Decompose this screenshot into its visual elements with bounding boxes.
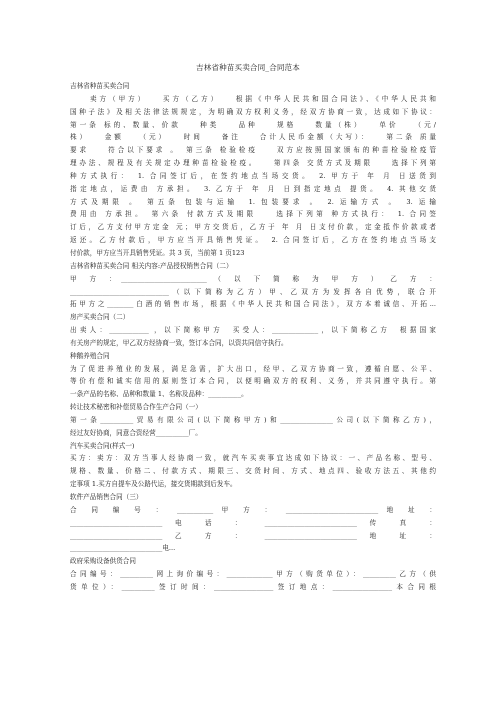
document-line: 第一条 标的、数量、价款 种类 品种 规格 数量（株） 单价 （元/ (70, 120, 436, 129)
document-line: 为了促进养殖业的发展，满足急需，扩大出口，经甲、乙双方协商一致，遵循自愿、公平、 (70, 364, 436, 373)
document-line: 卖方（甲方） 买方（乙方） 根据《中华人民共和国合同法》、《中华人民共和 (90, 94, 436, 103)
document-line: 吉林省种苗买卖合同 (70, 82, 130, 90)
document-line: 经过友好协商，同意合资经营__________厂。 (70, 428, 202, 437)
document-line: 规格、数量、价格二、付款方式、期限三、交货时间、方式、地点四、验收方法五、其他约 (70, 467, 436, 476)
document-line: 房产买卖合同（二） (70, 313, 130, 322)
document-line: ____________________________电... (70, 544, 176, 553)
document-line: 货单位）：__________签订时间：__________________签订地点：__________________本合同根 (70, 582, 436, 591)
document-line: 吉林省种苗买卖合同 相关内容:产品授权销售合同（二） (70, 261, 233, 270)
document-line: 拓甲方之________白酒的销售市场，根据《中华人民共和国合同法》，双方本着诚信、开拓... (70, 300, 436, 309)
document-line: 返还。乙方付款后，甲方应当开具销售凭证。 2. 合同签订后，乙方在签约地点当场支 (70, 236, 436, 245)
document-line: 付价款，甲方应当开具销售凭证。共 3 页，当前第 1 页123 (70, 248, 245, 257)
document-line: 一条产品的名称、品种和数量 1、名称及品种：__________。 (70, 390, 248, 399)
document-line: ____________________________ 乙 方 ： ____________________________ 地 址 ： (70, 531, 436, 540)
document-line: 有关房产的规定，甲乙双方经协商一致，签订本合同，以资共同信守执行。 (70, 338, 288, 347)
document-line: 订后，乙方支付甲方定金 元；甲方交货后，乙方于 年 月 日支付价款，定金抵作价款或者 (70, 223, 436, 232)
document-line: 国种子法》及相关法律法规规定，为明确双方权利义务，经双方协商一致，达成如下协议： (70, 107, 436, 116)
document-line: 买方：卖方：双方当事人经协商一致，就汽车买卖事宜达成如下协议：一、产品名称、型号、 (70, 454, 436, 463)
document-line: 种鹅养殖合同 (70, 351, 110, 360)
document-body (70, 80, 436, 594)
document-line: 甲 方 ：__________________________ （ 以 下 简 称 为 甲 方 ） 乙 方 ： (70, 274, 436, 283)
document-line: 汽车买卖合同(样式一) (70, 441, 135, 450)
document-line: 转让技术秘密和补偿贸易合作生产合同（一） (70, 403, 202, 412)
document-title: 吉林省种苗买卖合同_合同范本 (196, 63, 300, 72)
document-line: 株） 金额 （元） 时间 备注 合计人民币金额（大写）： 第二条 质量 (70, 133, 436, 142)
document-line: 第一条__________贸易有限公司(以下简称甲方)和________________公司(以下简称乙方)， (70, 415, 436, 424)
document-line: 指定地点，运费由 方承担。 3. 乙方于 年 月 日到指定地点 提货。 4. 其他交货 (70, 184, 436, 193)
document-line: 政府采购设备供货合同 (70, 557, 136, 566)
document-line: 定事项 1.买方自提车及公路代运，接交货期款到后发车。 (70, 480, 237, 489)
document-line: ______________________________（以下简称为乙方）甲、乙双方为发挥各自优势，联合开 (70, 287, 436, 296)
document-line: 费用由 方承担。 第六条 付款方式及期限 选择下列第 种方式执行： 1. 合同签 (70, 210, 436, 219)
document-line: 种方式执行： 1. 合同签订后，在签约地点当场交货。 2. 甲方于 年 月 日送货到 (70, 171, 436, 180)
document-line: 等价有偿和诚实信用的原则签订本合同，以便明确双方的权利、义务，并共同遵守执行。第 (70, 377, 436, 386)
document-line: 要求 符合以下要求 。 第三条 检验检疫 双方应按照国家颁布的种苗检验检疫管 (70, 146, 436, 155)
document-line: 理办法、规程及有关规定办理种苗检验检疫。 第四条 交货方式及期限 选择下列第 (70, 159, 436, 168)
document-line: 合 同 编 号 ： ___________ 甲 方 ： ____________________________ 地 址 ： (70, 505, 436, 514)
document-line: 方式及期限 。 第五条 包装与运输 1. 包装要求 。 2. 运输方式 。 3. 运输 (70, 197, 436, 206)
document-line: 出卖人：____________ ，以下简称甲方 买受人：______________，以下简称乙方 根据国家 (70, 326, 436, 335)
document-line: 软件产品销售合同（三） (70, 493, 143, 501)
document-line: ____________________________ 电 话 ： ____________________________ 传 真 ： (70, 518, 436, 527)
document-line: 合同编号：__________网上询价编号：______________甲方（购货单位）：__________乙方（供 (70, 570, 436, 579)
